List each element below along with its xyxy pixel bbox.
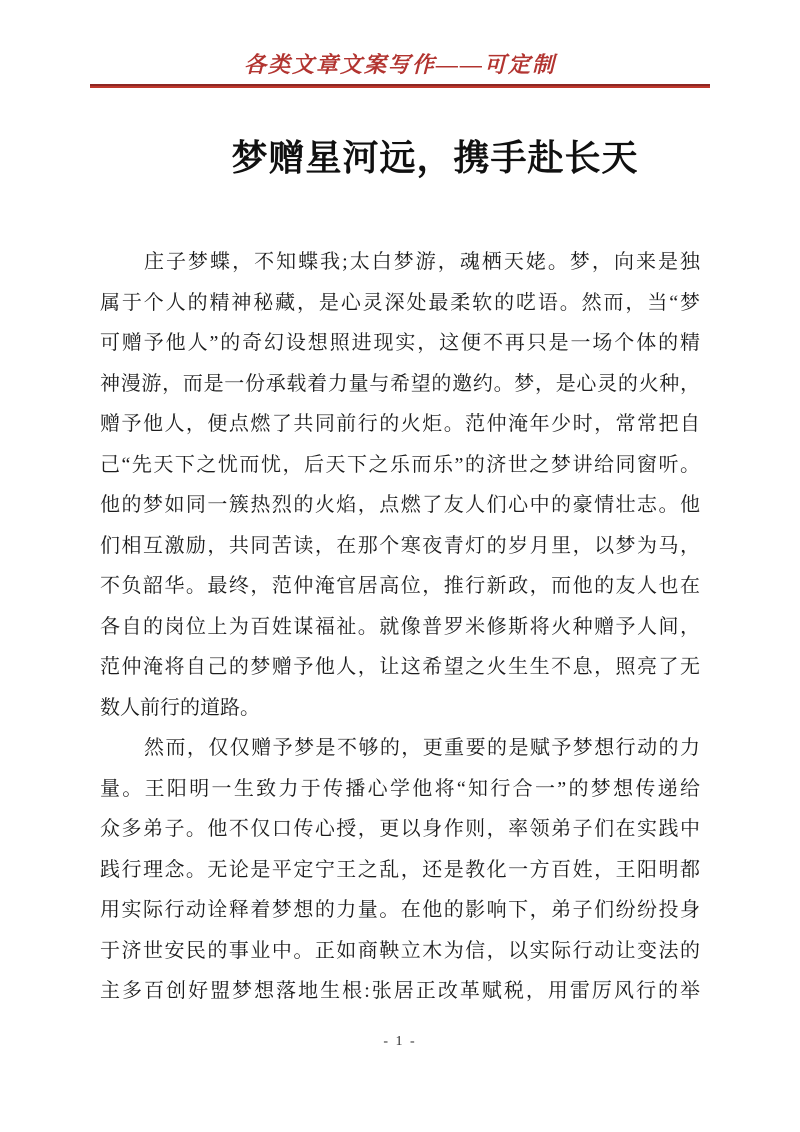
body-line: 属于个人的精神秘藏，是心灵深处最柔软的呓语。然而，当“梦: [100, 291, 700, 314]
body-line: 践行理念。无论是平定宁王之乱，还是教化一方百姓，王阳明都: [100, 858, 700, 881]
body-line: 可赠予他人”的奇幻设想照进现实，这便不再只是一场个体的精: [100, 332, 700, 354]
header-rule-divider: [90, 84, 710, 88]
page-footer: [0, 1034, 800, 1050]
paragraph: [100, 728, 700, 1012]
body-line: 主多百创好盟梦想落地生根:张居正改革赋税，用雷厉风行的举: [100, 980, 700, 1002]
document-title: 梦赠星河远，携手赴长天: [231, 138, 639, 178]
body-line: 己“先天下之忧而忧，后天下之乐而乐”的济世之梦讲给同窗听。: [100, 453, 700, 476]
paragraph: [100, 242, 700, 728]
page-header: [90, 48, 710, 79]
header-slogan: 各类文章文案写作——可定制: [243, 52, 556, 77]
body-line: 众多弟子。他不仅口传心授，更以身作则，率领弟子们在实践中: [100, 818, 700, 840]
body-line: 庄子梦蝶，不知蝶我;太白梦游，魂栖天姥。梦，向来是独: [144, 251, 700, 273]
page-number: - 1 -: [383, 1034, 417, 1049]
body-line: 然而，仅仅赠予梦是不够的，更重要的是赋予梦想行动的力: [144, 737, 700, 759]
document-body: [100, 242, 700, 1012]
body-line: 范仲淹将自己的梦赠予他人，让这希望之火生生不息，照亮了无: [100, 656, 700, 678]
body-line: 赠予他人，便点燃了共同前行的火炬。范仲淹年少时，常常把自: [100, 413, 700, 435]
body-line: 们相互激励，共同苦读，在那个寒夜青灯的岁月里，以梦为马，: [100, 534, 700, 557]
body-line: 神漫游，而是一份承载着力量与希望的邀约。梦，是心灵的火种，: [100, 372, 700, 395]
body-line: 量。王阳明一生致力于传播心学他将“知行合一”的梦想传递给: [100, 777, 700, 800]
body-line: 各自的岗位上为百姓谋福祉。就像普罗米修斯将火种赠予人间，: [100, 615, 700, 638]
body-line: 用实际行动诠释着梦想的力量。在他的影响下，弟子们纷纷投身: [100, 899, 700, 921]
body-line: 数人前行的道路。: [100, 696, 260, 719]
body-line: 于济世安民的事业中。正如商鞅立木为信，以实际行动让变法的: [100, 939, 700, 962]
body-line: 他的梦如同一簇热烈的火焰，点燃了友人们心中的豪情壮志。他: [100, 494, 700, 516]
body-line: 不负韶华。最终，范仲淹官居高位，推行新政，而他的友人也在: [100, 575, 700, 597]
